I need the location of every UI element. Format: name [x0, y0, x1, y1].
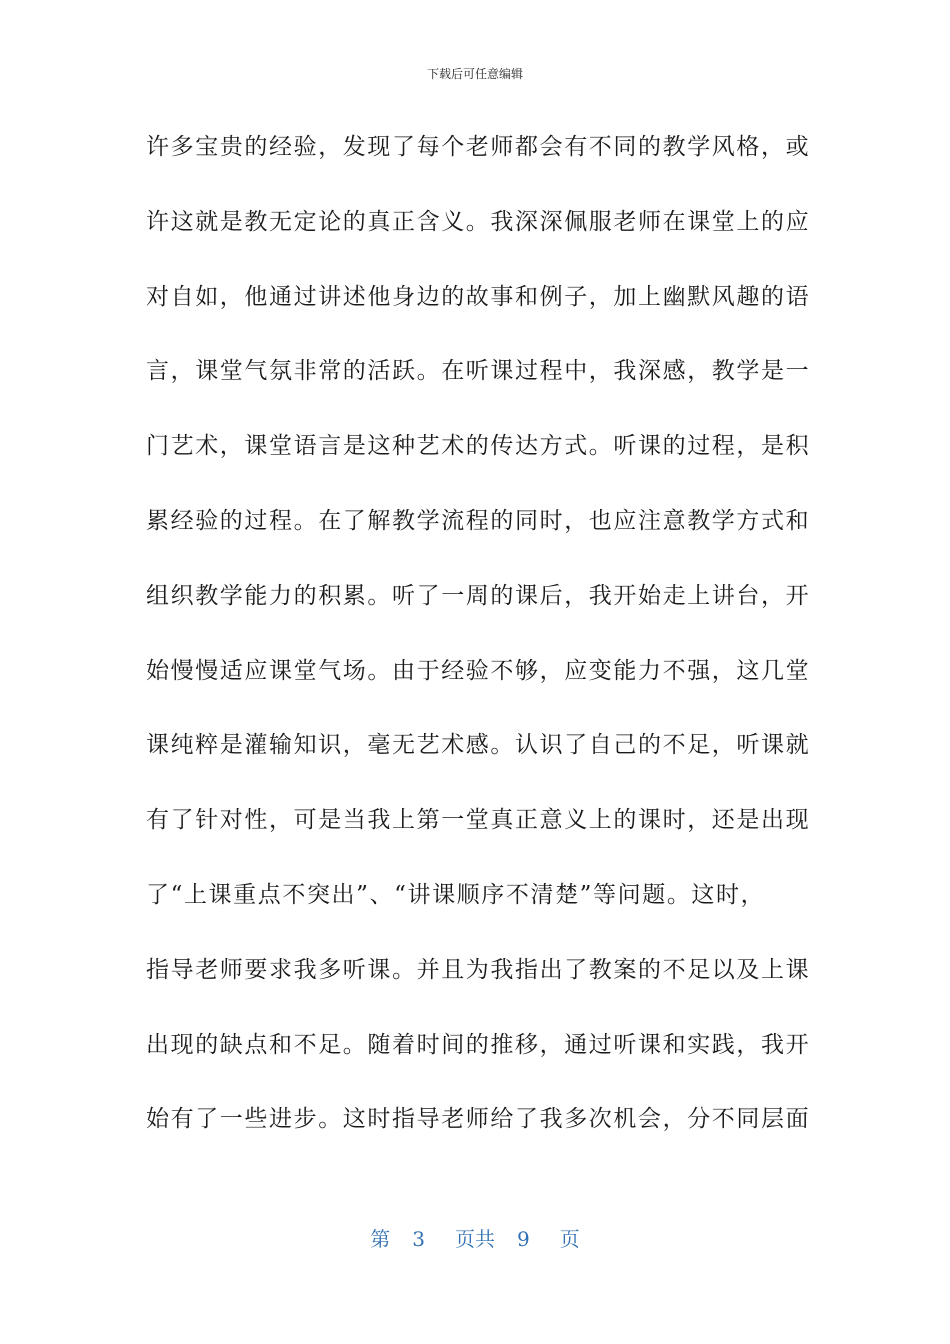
body-line: 对自如，他通过讲述他身边的故事和例子，加上幽默风趣的语: [146, 283, 811, 310]
body-line: 了“上课重点不突出”、“讲课顺序不清楚”等问题。这时，: [146, 881, 766, 908]
page-label-mid: 页共: [455, 1227, 495, 1251]
body-line: 门艺术，课堂语言是这种艺术的传达方式。听课的过程，是积: [146, 433, 811, 460]
page-header: 下载后可任意编辑: [426, 67, 523, 81]
page-label-suffix: 页: [559, 1227, 580, 1251]
body-line: 许这就是教无定论的真正含义。我深深佩服老师在课堂上的应: [146, 208, 811, 235]
body-line: 累经验的过程。在了解教学流程的同时，也应注意教学方式和: [146, 507, 811, 534]
current-page-number: 3: [412, 1227, 425, 1251]
total-pages-number: 9: [517, 1227, 530, 1251]
body-line: 始慢慢适应课堂气场。由于经验不够，应变能力不强，这几堂: [146, 657, 811, 684]
body-line: 课纯粹是灌输知识，毫无艺术感。认识了自己的不足，听课就: [146, 732, 811, 759]
body-line: 有了针对性，可是当我上第一堂真正意义上的课时，还是出现: [146, 807, 811, 834]
body-line: 始有了一些进步。这时指导老师给了我多次机会，分不同层面: [146, 1106, 811, 1133]
body-line: 许多宝贵的经验，发现了每个老师都会有不同的教学风格，或: [146, 134, 811, 160]
body-line: 言，课堂气氛非常的活跃。在听课过程中，我深感，教学是一: [146, 358, 811, 385]
page-label-prefix: 第: [370, 1227, 391, 1251]
body-line: 指导老师要求我多听课。并且为我指出了教案的不足以及上课: [146, 956, 811, 983]
page-footer: [0, 1226, 950, 1252]
body-line: 出现的缺点和不足。随着时间的推移，通过听课和实践，我开: [146, 1031, 811, 1058]
document-body: [146, 128, 811, 1175]
body-line: 组织教学能力的积累。听了一周的课后，我开始走上讲台，开: [146, 582, 811, 609]
